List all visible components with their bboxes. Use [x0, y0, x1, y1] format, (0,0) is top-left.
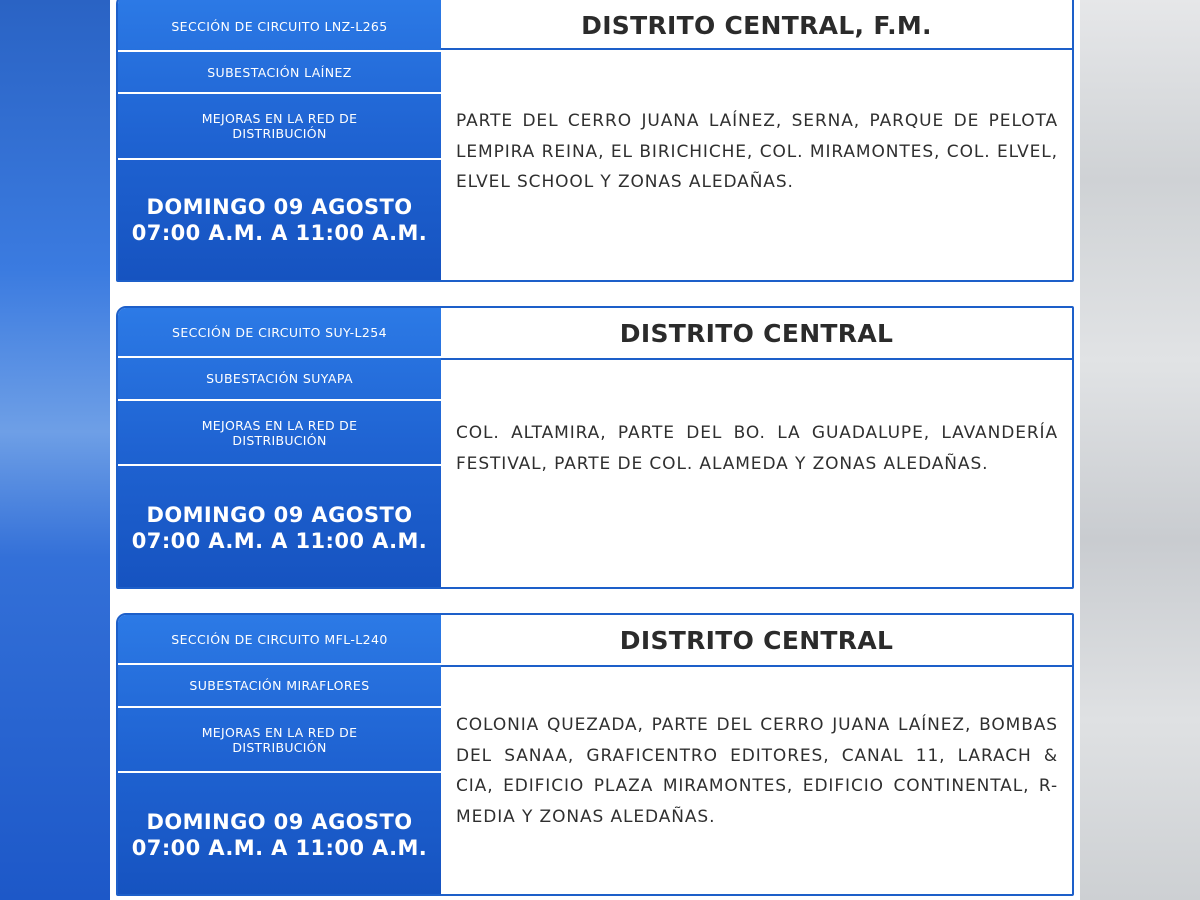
outage-info-panel — [118, 615, 441, 894]
outage-info-panel — [118, 308, 441, 587]
outage-card — [116, 0, 1074, 282]
circuit-section: SECCIÓN DE CIRCUITO LNZ-L265 — [118, 0, 441, 52]
schedule-date: DOMINGO 09 AGOSTO — [146, 195, 413, 219]
affected-zones: COLONIA QUEZADA, PARTE DEL CERRO JUANA LAÍNEZ, BOMBAS DEL SANAA, GRAFICENTRO EDITORES, CANAL 11, LARACH & CIA, EDIFICIO PLAZA MIRAMONTES, EDIFICIO CONTINENTAL, R-MEDIA Y ZONAS ALEDAÑAS. — [456, 715, 1058, 827]
blurred-background-right — [1080, 0, 1200, 900]
schedule — [118, 773, 441, 896]
substation: SUBESTACIÓN MIRAFLORES — [118, 665, 441, 708]
schedule-date: DOMINGO 09 AGOSTO — [146, 809, 413, 834]
affected-area-panel — [441, 0, 1072, 280]
blurred-background-left — [0, 0, 110, 900]
outage-card — [116, 613, 1074, 896]
schedule-time: 07:00 A.M. A 11:00 A.M. — [131, 528, 428, 553]
substation: SUBESTACIÓN LAÍNEZ — [118, 52, 441, 94]
work-reason: MEJORAS EN LA RED DE DISTRIBUCIÓN — [118, 401, 441, 466]
outage-card — [116, 306, 1074, 589]
outage-info-panel — [118, 0, 441, 280]
circuit-section: SECCIÓN DE CIRCUITO MFL-L240 — [118, 615, 441, 665]
work-reason: MEJORAS EN LA RED DE DISTRIBUCIÓN — [118, 94, 441, 160]
district-title: DISTRITO CENTRAL, F.M. — [441, 0, 1072, 50]
district-title: DISTRITO CENTRAL — [441, 308, 1072, 360]
work-reason: MEJORAS EN LA RED DE DISTRIBUCIÓN — [118, 708, 441, 773]
substation: SUBESTACIÓN SUYAPA — [118, 358, 441, 401]
schedule — [118, 466, 441, 589]
district-title: DISTRITO CENTRAL — [441, 615, 1072, 667]
affected-area-panel — [441, 615, 1072, 894]
affected-zones: COL. ALTAMIRA, PARTE DEL BO. LA GUADALUPE, LAVANDERÍA FESTIVAL, PARTE DE COL. ALAMEDA Y ZONAS ALEDAÑAS. — [456, 423, 1058, 474]
schedule-time: 07:00 A.M. A 11:00 A.M. — [131, 835, 428, 860]
circuit-section: SECCIÓN DE CIRCUITO SUY-L254 — [118, 308, 441, 358]
affected-area-panel — [441, 308, 1072, 587]
affected-zones: PARTE DEL CERRO JUANA LAÍNEZ, SERNA, PARQUE DE PELOTA LEMPIRA REINA, EL BIRICHICHE, COL. MIRAMONTES, COL. ELVEL, ELVEL SCHOOL Y ZONAS ALEDAÑAS. — [456, 111, 1058, 192]
schedule-time: 07:00 A.M. A 11:00 A.M. — [131, 221, 428, 245]
schedule-date: DOMINGO 09 AGOSTO — [146, 502, 413, 527]
schedule — [118, 160, 441, 280]
